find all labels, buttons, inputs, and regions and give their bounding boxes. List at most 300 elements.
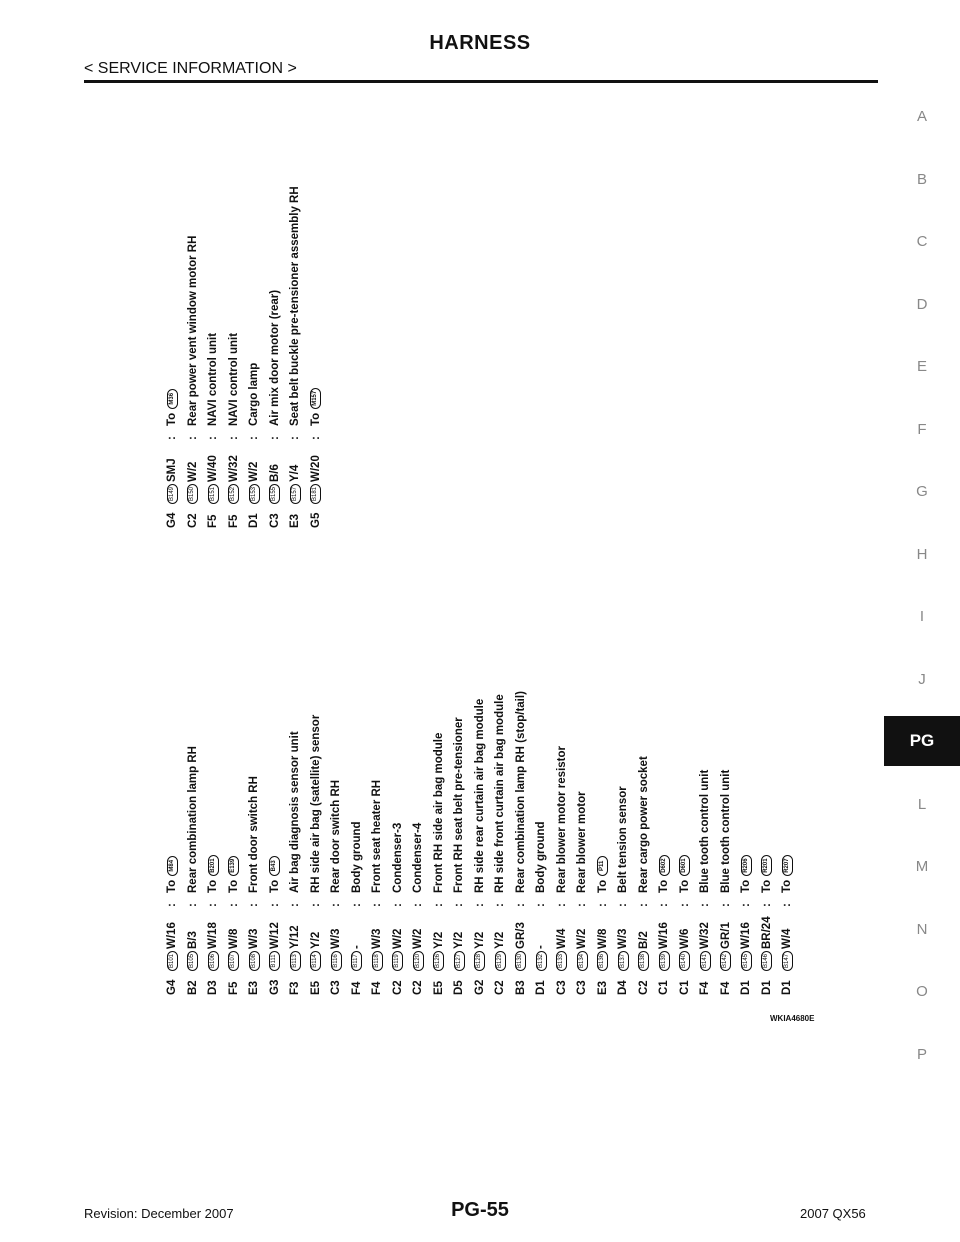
connector-list-left — [162, 691, 798, 995]
separator-colon: : — [535, 903, 547, 907]
connector-color-pins: B/2 — [637, 931, 650, 949]
connector-description: Rear power vent window motor RH — [186, 235, 199, 426]
connector-color-pins: Y/12 — [289, 925, 301, 949]
grid-location: F4 — [371, 981, 383, 995]
connector-row — [408, 691, 429, 995]
grid-location: D5 — [453, 980, 465, 995]
connector-row — [224, 186, 245, 528]
connector-number-badge: B120 — [413, 951, 424, 971]
connector-color-pins: W/3 — [617, 928, 629, 949]
connector-number-cell — [761, 949, 772, 971]
grid-location: F3 — [289, 981, 301, 995]
side-tab-p[interactable]: P — [916, 1045, 927, 1063]
connector-row — [388, 691, 409, 995]
connector-description-cell — [203, 855, 224, 893]
grid-location: G2 — [473, 979, 486, 995]
connector-description: RH side rear curtain air bag module — [473, 698, 486, 893]
connector-row — [511, 691, 532, 995]
separator-colon: : — [227, 903, 240, 907]
connector-number-cell — [310, 482, 321, 504]
connector-row — [367, 691, 388, 995]
separator-colon: : — [781, 903, 793, 907]
connector-number-cell — [597, 949, 608, 971]
separator-colon: : — [309, 436, 322, 440]
grid-location: E5 — [432, 980, 445, 995]
connector-description-cell — [654, 855, 675, 893]
connector-number-badge: B128 — [474, 951, 485, 971]
connector-description: To — [207, 879, 219, 893]
connector-number-badge: B106 — [208, 951, 219, 971]
side-tab-b[interactable]: B — [916, 170, 927, 188]
connector-description: Body ground — [535, 821, 547, 893]
connector-description-cell — [634, 756, 655, 893]
separator-colon: : — [637, 903, 650, 907]
connector-color-pins: W/16 — [740, 922, 752, 949]
grid-location: D4 — [617, 980, 629, 995]
connector-row — [285, 186, 306, 528]
connector-color-pins: Y/2 — [309, 931, 322, 949]
connector-number-cell — [679, 949, 690, 971]
side-tab-h[interactable]: H — [916, 545, 928, 563]
grid-location: G3 — [268, 979, 281, 995]
connector-description-cell — [244, 363, 265, 426]
connector-color-pins: B/6 — [268, 464, 281, 482]
connector-description-cell — [244, 776, 265, 893]
connector-number-badge: B137 — [618, 951, 629, 971]
connector-number-badge: B127 — [454, 951, 465, 971]
connector-description-cell — [224, 856, 245, 893]
connector-color-pins: W/6 — [678, 928, 691, 949]
connector-row — [224, 691, 245, 995]
separator-colon: : — [391, 903, 404, 907]
grid-location: F5 — [227, 981, 240, 995]
connector-number-cell — [228, 482, 239, 504]
connector-color-pins: W/2 — [412, 928, 424, 949]
connector-description: Rear blower motor resistor — [555, 746, 568, 893]
mating-connector-badge: B43 — [269, 856, 280, 876]
side-tab-c[interactable]: C — [916, 233, 928, 250]
connector-row — [203, 186, 224, 528]
connector-description: Air bag diagnosis sensor unit — [289, 731, 301, 893]
mating-connector-badge: R201 — [761, 855, 772, 875]
connector-color-pins: W/8 — [227, 928, 240, 949]
connector-description: Blue tooth control unit — [719, 769, 732, 893]
connector-description: To — [740, 879, 752, 893]
mating-connector-badge: D602 — [659, 855, 670, 875]
connector-number-cell — [515, 949, 526, 971]
separator-colon: : — [596, 903, 609, 907]
separator-colon: : — [494, 903, 506, 907]
connector-number-cell — [536, 949, 547, 971]
connector-number-badge: B132 — [536, 951, 547, 971]
mating-connector-badge: P11 — [597, 856, 608, 876]
separator-colon: : — [330, 903, 342, 907]
connector-color-pins: Y/2 — [432, 931, 445, 949]
separator-colon: : — [289, 436, 301, 440]
connector-number-cell — [187, 482, 198, 504]
connector-description-cell — [183, 236, 204, 426]
connector-number-cell — [372, 949, 383, 971]
revision-label: Revision: December 2007 — [84, 1206, 234, 1221]
connector-description-cell — [552, 746, 573, 893]
connector-description-cell — [716, 770, 737, 893]
connector-color-pins: W/8 — [596, 928, 609, 949]
connector-number-badge: B138 — [638, 951, 649, 971]
connector-description-cell — [183, 746, 204, 893]
separator-colon: : — [268, 436, 281, 440]
connector-row — [777, 691, 798, 995]
grid-location: G4 — [166, 979, 178, 995]
connector-number-badge: B129 — [495, 951, 506, 971]
separator-colon: : — [719, 903, 732, 907]
connector-row — [757, 691, 778, 995]
connector-color-pins: W/3 — [330, 928, 342, 949]
separator-colon: : — [166, 436, 178, 440]
connector-number-cell — [741, 949, 752, 971]
connector-color-pins: W/16 — [658, 922, 670, 949]
connector-number-badge: B107 — [228, 951, 239, 971]
grid-location: F4 — [699, 981, 711, 995]
connector-row — [162, 691, 183, 995]
connector-color-pins: Y/2 — [453, 931, 465, 949]
connector-row — [654, 691, 675, 995]
connector-row — [347, 691, 368, 995]
connector-description-cell — [388, 823, 409, 893]
side-tab-n[interactable]: N — [916, 920, 928, 938]
connector-number-badge: B142 — [720, 951, 731, 971]
separator-colon: : — [207, 903, 219, 907]
separator-colon: : — [186, 436, 199, 440]
separator-colon: : — [309, 903, 322, 907]
grid-location: C2 — [637, 980, 650, 995]
connector-description: Condenser-3 — [391, 822, 404, 893]
separator-colon: : — [268, 903, 281, 907]
connector-color-pins: W/2 — [391, 928, 404, 949]
connector-description: Rear cargo power socket — [637, 756, 650, 893]
connector-description-cell — [203, 333, 224, 426]
connector-description-cell — [470, 699, 491, 893]
connector-description-cell — [265, 856, 286, 893]
connector-description: Cargo lamp — [248, 362, 260, 426]
grid-location: C2 — [186, 513, 199, 528]
connector-description: RH side air bag (satellite) sensor — [309, 714, 322, 893]
connector-number-cell — [290, 949, 301, 971]
connector-description: To — [309, 412, 322, 426]
connector-color-pins: W/40 — [207, 455, 219, 482]
connector-number-cell — [249, 482, 260, 504]
separator-colon: : — [412, 903, 424, 907]
connector-description: To — [227, 879, 240, 893]
side-tab-o[interactable]: O — [916, 983, 928, 1000]
separator-colon: : — [576, 903, 588, 907]
connector-number-badge: B139 — [659, 951, 670, 971]
connector-row — [736, 691, 757, 995]
side-tab-i[interactable]: I — [919, 608, 925, 625]
connector-number-badge: B133 — [556, 951, 567, 971]
connector-color-pins: GR/3 — [514, 922, 527, 949]
side-tab-pg[interactable]: PG — [884, 716, 960, 766]
connector-row — [244, 186, 265, 528]
connector-number-badge: B118 — [372, 951, 383, 971]
connector-row — [593, 691, 614, 995]
connector-description-cell — [675, 855, 696, 893]
grid-location: D1 — [535, 980, 547, 995]
connector-row — [265, 186, 286, 528]
connector-number-badge: B151 — [208, 484, 219, 504]
grid-location: F5 — [207, 514, 219, 528]
connector-row — [572, 691, 593, 995]
connector-description-cell — [326, 780, 347, 893]
separator-colon: : — [740, 903, 752, 907]
figure-code: WKIA4680E — [770, 1014, 815, 1023]
connector-description: Blue tooth control unit — [699, 769, 711, 893]
connector-description: NAVI control unit — [227, 332, 240, 426]
connector-number-cell — [638, 949, 649, 971]
separator-colon: : — [350, 903, 363, 907]
separator-colon: : — [555, 903, 568, 907]
connector-description-cell — [511, 691, 532, 893]
mating-connector-badge: R206 — [741, 855, 752, 875]
mating-connector-badge: B201 — [208, 855, 219, 875]
separator-colon: : — [371, 903, 383, 907]
connector-row — [634, 691, 655, 995]
separator-colon: : — [432, 903, 445, 907]
connector-description-cell — [736, 855, 757, 893]
connector-description-cell — [572, 791, 593, 893]
connector-number-badge: B116 — [331, 951, 342, 971]
connector-description: Front door switch RH — [248, 776, 260, 893]
grid-location: F4 — [719, 981, 732, 995]
connector-description-cell — [347, 821, 368, 893]
connector-number-cell — [331, 949, 342, 971]
connector-description: To — [760, 879, 773, 893]
side-tab-m[interactable]: M — [915, 858, 929, 875]
connector-description: Seat belt buckle pre-tensioner assembly RH — [289, 186, 301, 426]
connector-color-pins: GR/1 — [719, 922, 732, 949]
connector-number-cell — [167, 482, 178, 504]
connector-number-cell — [720, 949, 731, 971]
connector-color-pins: W/18 — [207, 922, 219, 949]
connector-description-cell — [306, 715, 327, 893]
connector-description: Front RH side air bag module — [432, 732, 445, 893]
grid-location: F4 — [350, 981, 363, 995]
mating-connector-badge: M157 — [310, 388, 321, 409]
grid-location: C1 — [658, 980, 670, 995]
grid-location: C1 — [678, 980, 691, 995]
connector-number-cell — [556, 949, 567, 971]
mating-connector-badge: D601 — [679, 855, 690, 875]
connector-number-cell — [782, 949, 793, 971]
connector-number-cell — [187, 949, 198, 971]
connector-description-cell — [367, 780, 388, 893]
connector-row — [449, 691, 470, 995]
connector-number-cell — [351, 949, 362, 971]
connector-description: To — [166, 879, 178, 893]
connector-color-pins: W/20 — [309, 455, 322, 482]
connector-description: To — [596, 879, 609, 893]
connector-number-badge: B136 — [597, 951, 608, 971]
connector-number-cell — [618, 949, 629, 971]
connector-row — [695, 691, 716, 995]
separator-colon: : — [678, 903, 691, 907]
page-number: PG-55 — [451, 1199, 509, 1221]
connector-description: Rear combination lamp RH — [186, 746, 199, 893]
grid-location: G5 — [309, 512, 322, 528]
connector-description: Air mix door motor (rear) — [268, 289, 281, 426]
connector-row — [244, 691, 265, 995]
connector-number-cell — [577, 949, 588, 971]
connector-color-pins: W/4 — [781, 928, 793, 949]
connector-number-cell — [700, 949, 711, 971]
separator-colon: : — [514, 903, 527, 907]
connector-number-cell — [454, 949, 465, 971]
connector-number-badge: B101 — [167, 951, 178, 971]
connector-number-cell — [290, 482, 301, 504]
connector-description: To — [268, 879, 281, 893]
connector-row — [531, 691, 552, 995]
side-tab-e[interactable]: E — [916, 358, 927, 375]
separator-colon: : — [207, 436, 219, 440]
connector-number-cell — [474, 949, 485, 971]
separator-colon: : — [658, 903, 670, 907]
side-tab-l[interactable]: L — [917, 795, 927, 813]
connector-number-badge: B157 — [290, 484, 301, 504]
grid-location: F5 — [227, 514, 240, 528]
grid-location: D1 — [781, 980, 793, 995]
connector-color-pins: W/2 — [248, 461, 260, 482]
page-title: HARNESS — [429, 32, 531, 54]
connector-number-badge: B181 — [310, 484, 321, 504]
connector-color-pins: W/12 — [268, 922, 281, 949]
connector-description: To — [678, 879, 691, 893]
separator-colon: : — [289, 903, 301, 907]
connector-color-pins: Y/4 — [289, 464, 301, 482]
connector-description: RH side front curtain air bag module — [494, 694, 506, 893]
connector-number-badge: B111 — [269, 951, 280, 971]
connector-color-pins: BR/24 — [760, 916, 773, 949]
connector-number-badge: B113 — [290, 951, 301, 971]
separator-colon: : — [473, 903, 486, 907]
connector-description-cell — [695, 770, 716, 893]
connector-number-cell — [413, 949, 424, 971]
grid-location: C2 — [391, 980, 404, 995]
connector-description-cell — [490, 694, 511, 893]
connector-row — [326, 691, 347, 995]
connector-description-cell — [162, 389, 183, 426]
separator-colon: : — [760, 903, 773, 907]
connector-row — [203, 691, 224, 995]
grid-location: D1 — [760, 980, 773, 995]
connector-color-pins: W/2 — [576, 928, 588, 949]
connector-description-cell — [531, 821, 552, 893]
connector-description-cell — [757, 855, 778, 893]
connector-description: Belt tension sensor — [617, 786, 629, 893]
connector-color-pins: W/16 — [166, 922, 178, 949]
connector-number-cell — [433, 949, 444, 971]
grid-location: C3 — [555, 980, 568, 995]
connector-number-badge: B117 — [351, 951, 362, 971]
connector-row — [429, 691, 450, 995]
connector-number-cell — [228, 949, 239, 971]
connector-row — [183, 691, 204, 995]
connector-description: Rear blower motor — [576, 791, 588, 893]
section-subtitle: < SERVICE INFORMATION > — [84, 60, 297, 77]
side-tab-g[interactable]: G — [916, 483, 928, 500]
grid-location: C2 — [494, 980, 506, 995]
grid-location: C3 — [576, 980, 588, 995]
connector-number-badge: B140 — [679, 951, 690, 971]
grid-location: D1 — [248, 513, 260, 528]
separator-colon: : — [617, 903, 629, 907]
connector-description: Front RH seat belt pre-tensioner — [453, 717, 465, 893]
connector-number-badge: B119 — [392, 951, 403, 971]
connector-description-cell — [162, 856, 183, 893]
connector-number-cell — [269, 949, 280, 971]
grid-location: D3 — [207, 980, 219, 995]
connector-color-pins: SMJ — [166, 458, 178, 482]
grid-location: C3 — [330, 980, 342, 995]
connector-row — [306, 186, 327, 528]
connector-number-badge: B130 — [515, 951, 526, 971]
connector-number-badge: B155 — [269, 484, 280, 504]
connector-color-pins: Y/2 — [494, 931, 506, 949]
connector-description: Front seat heater RH — [371, 779, 383, 893]
connector-number-badge: B141 — [700, 951, 711, 971]
connector-list-right — [162, 186, 326, 528]
connector-color-pins: W/32 — [699, 922, 711, 949]
connector-number-badge: B150 — [187, 484, 198, 504]
connector-description-cell — [613, 786, 634, 893]
grid-location: B2 — [186, 980, 199, 995]
connector-row — [552, 691, 573, 995]
connector-row — [183, 186, 204, 528]
separator-colon: : — [166, 903, 178, 907]
connector-description-cell — [224, 333, 245, 426]
connector-number-cell — [167, 949, 178, 971]
connector-description-cell — [285, 731, 306, 893]
mating-connector-badge: E139 — [228, 856, 239, 876]
side-tab-d[interactable]: D — [916, 295, 928, 313]
connector-number-cell — [208, 482, 219, 504]
model-label: 2007 QX56 — [800, 1206, 866, 1221]
connector-number-badge: B145 — [741, 951, 752, 971]
connector-description-cell — [429, 733, 450, 893]
connector-description-cell — [265, 290, 286, 426]
grid-location: E3 — [596, 980, 609, 995]
connector-color-pins: - — [350, 945, 363, 949]
connector-row — [675, 691, 696, 995]
connector-color-pins: W/32 — [227, 455, 240, 482]
connector-row — [613, 691, 634, 995]
separator-colon: : — [453, 903, 465, 907]
side-tab-a[interactable]: A — [916, 108, 927, 125]
connector-description-cell — [777, 855, 798, 893]
grid-location: E3 — [289, 513, 301, 528]
grid-location: C3 — [268, 513, 281, 528]
connector-description: Body ground — [350, 821, 363, 893]
separator-colon: : — [248, 903, 260, 907]
connector-description: Condenser-4 — [412, 822, 424, 893]
mating-connector-badge: M84 — [167, 856, 178, 876]
side-tab-j[interactable]: J — [918, 670, 926, 688]
connector-number-cell — [208, 949, 219, 971]
connector-description-cell — [593, 856, 614, 893]
connector-color-pins: B/3 — [186, 931, 199, 949]
connector-number-badge: B105 — [187, 951, 198, 971]
side-tab-f[interactable]: F — [917, 420, 927, 438]
mating-connector-badge: R207 — [782, 855, 793, 875]
connector-color-pins: - — [535, 945, 547, 949]
